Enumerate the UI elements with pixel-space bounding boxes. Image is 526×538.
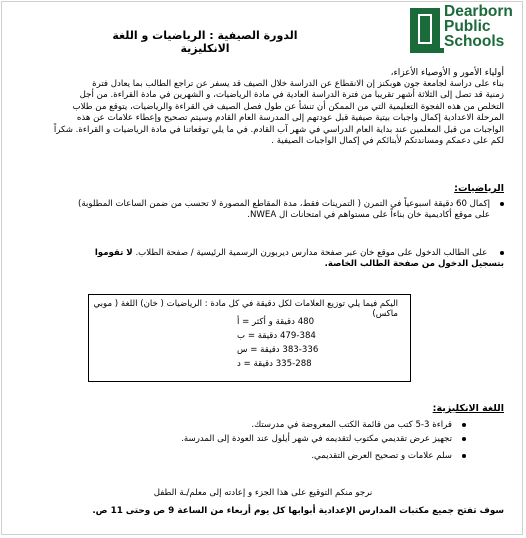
intro-line: لكم على دعمكم ومساندتكم لأبنائكم في إكمال الواجبات الصيفية .	[271, 136, 504, 147]
intro-line: التخلص من هذه الفجوة التعليمية التي من الممكن أن تنشأ عن طول فصل الصيف في القراءة والرياضيات، يتوقع من طلاب	[72, 101, 504, 112]
math-bullet-2	[22, 248, 504, 271]
grade-row: 479-384 دقيقة = ب	[237, 331, 316, 341]
page-title: الدورة الصيفية : الرياضيات و اللغة الانكليزية	[112, 29, 298, 55]
logo-word-2: Public	[444, 18, 491, 35]
intro-line: الواجبات من قبل المعلمين عند بداية العام الدراسي في شهر آب القادم. في ما يلي توقعاتنا في مادة الرياضيات و القراءة. شكراً	[53, 124, 504, 135]
math-bullet-1-line-2: على موقع أكاديمية خان بناءاً على مستواهم في امتحانات ال NWEA.	[247, 210, 490, 221]
bullet-icon	[462, 454, 466, 458]
english-heading: اللغة الانكليزية:	[432, 403, 504, 414]
english-item	[251, 420, 466, 431]
district-logo	[410, 4, 522, 64]
math-bullet-2-bold-a: لا تقوموا	[94, 248, 133, 258]
intro-line: المرحلة الاعدادية إكمال واجبات بيتية صيفية قبل عودتهم إلى المدرسة العام القادم وسيتم تصحيح وإعطاء علامات عن هذه	[76, 113, 504, 124]
logo-mark-icon	[410, 8, 446, 56]
math-bullet-1	[60, 199, 504, 222]
english-item-text: قراءة 3-5 كتب من قائمة الكتب المعروضة في مدرستك.	[251, 420, 452, 430]
logo-word-3: Schools	[444, 33, 505, 50]
bullet-icon	[462, 437, 466, 441]
library-hours-note: سوف تفتح جميع مكتبات المدارس الإعدادية أبوابها كل يوم أربعاء من الساعة 9 ص وحتى 11 ص.	[92, 506, 504, 516]
english-item-text: تجهيز عرض تقديمي مكتوب لتقديمه في شهر أيلول عند العودة إلى المدرسة.	[181, 434, 452, 444]
english-item-text: سلم علامات و تصحيح العرض التقديمي.	[311, 451, 452, 461]
intro-line: زمنية قد تصل إلى الثلاثة أشهر تقريبا من فترة الدراسة العادية في مادة الرياضيات، و الشهرين في مادة القراءة. من أجل	[79, 90, 504, 101]
intro-line: بناء على دراسة لجامعة جون هوبكنز إن الانقطاع عن الدراسة خلال الصيف قد يسفر عن تراجع الطالب بما يعادل فترة	[92, 79, 504, 89]
bullet-icon	[500, 251, 504, 255]
grade-row: 383-336 دقيقة = س	[237, 345, 319, 355]
grade-scale-box	[88, 294, 411, 382]
math-heading: الرياضيات:	[454, 183, 504, 194]
math-bullet-2-normal: على الطالب الدخول على موقع خان عبر صفحة مدارس ديربورن الرسمية الرئيسية / صفحة الطلاب.	[135, 248, 488, 258]
greeting: أولياء الأمور و الأوصياء الأعزاء،	[390, 68, 504, 78]
intro-paragraph	[22, 79, 504, 147]
english-item	[311, 451, 466, 462]
bullet-icon	[500, 202, 504, 206]
math-bullet-2-bold-b: بتسجيل الدخول من صفحة الطالب الخاصة.	[324, 259, 504, 270]
grade-row: 335-288 دقيقة = د	[237, 359, 312, 369]
bullet-icon	[462, 423, 466, 427]
logo-wordmark	[444, 4, 513, 49]
logo-word-1: Dearborn	[444, 3, 513, 20]
signature-note: نرجو منكم التوقيع على هذا الجزء و إعادته إلى معلم/ـة الطفل	[153, 488, 373, 498]
english-item	[181, 434, 466, 445]
grade-row: 480 دقيقة و أكثر = أ	[237, 317, 315, 327]
math-bullet-1-line-1: إكمال 60 دقيقة اسبوعياً في التمرن ( التمرينات فقط، مدة المقاطع المصورة لا تحسب من ضمن الساعات المطلوبة)	[78, 199, 490, 209]
grade-scale-title: اليكم فيما يلي توزيع العلامات لكل دقيقة في كل مادة : الرياضيات ( خان) اللغة ( موبي ماكس)	[93, 299, 398, 319]
